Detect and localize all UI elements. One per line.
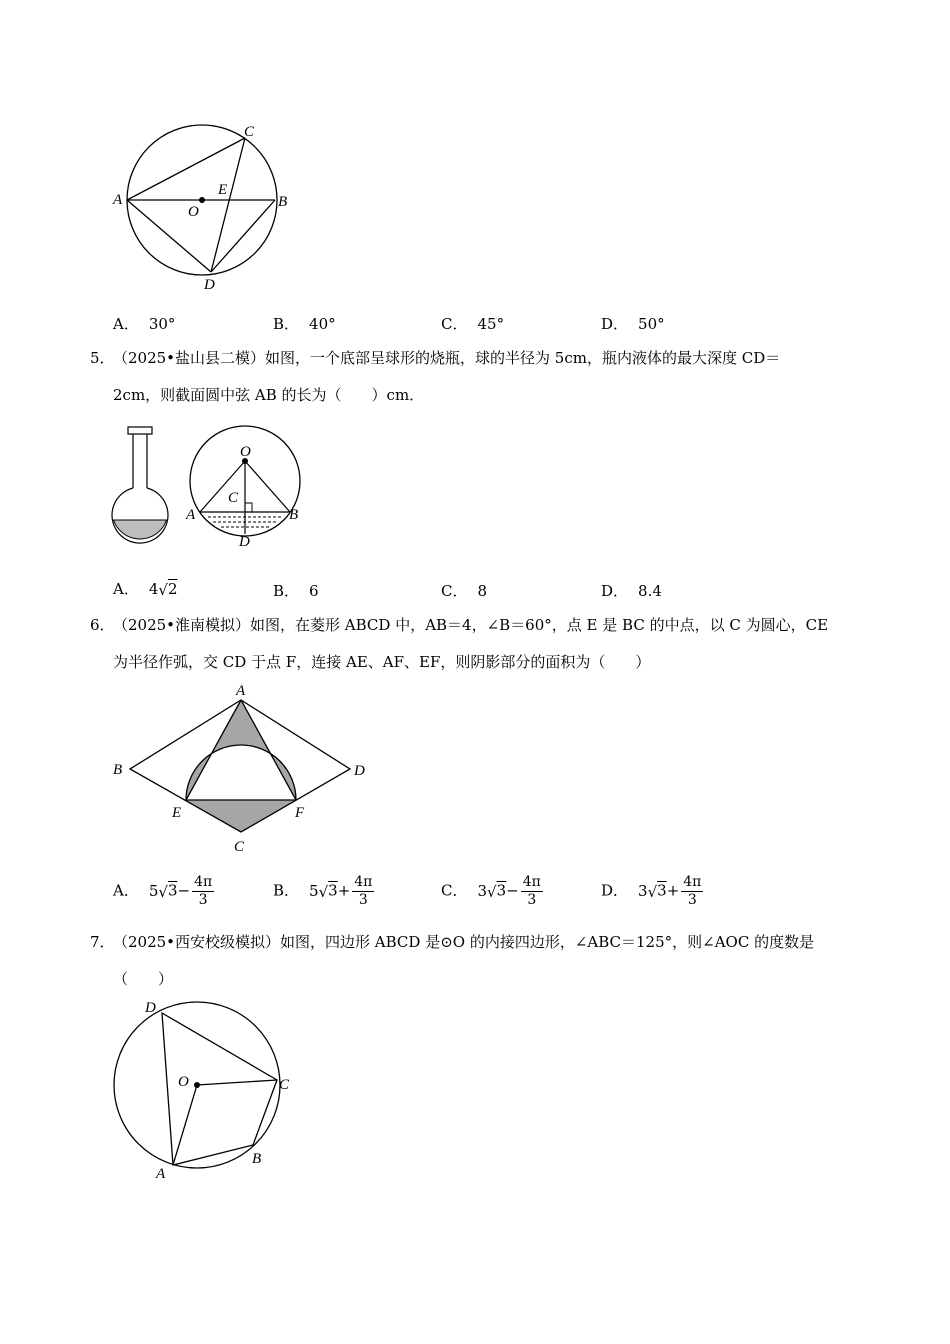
radical-icon: √ <box>487 882 497 901</box>
q4-option-c[interactable]: C． 45° <box>441 315 505 333</box>
q4-option-a[interactable]: A． 30° <box>113 315 176 333</box>
q4-label-d: D <box>204 277 215 293</box>
q4-label-c: C <box>244 124 255 140</box>
q6-option-a[interactable]: A． 5√3− $\frac{4\pi}{3}$ <box>113 874 213 908</box>
q6-figure <box>108 682 373 857</box>
q4-label-o: O <box>188 204 199 220</box>
q5-label-a: A <box>186 507 196 523</box>
q7-label-o: O <box>178 1074 189 1090</box>
fraction: $\frac{4\pi}{3}$ <box>194 874 213 908</box>
q5-option-a[interactable]: A． 4√2 <box>113 580 178 599</box>
q6-label-a: A <box>236 683 246 699</box>
radical-icon: √ <box>158 882 168 901</box>
q7-number: 7． <box>90 933 115 951</box>
q6-stem-line1: （2025•淮南模拟）如图，在菱形 ABCD 中，AB＝4，∠B＝60°，点 E 是 BC 的中点，以 C 为圆心，CE <box>113 616 829 634</box>
fraction: $\frac{4\pi}{3}$ <box>354 874 373 908</box>
q6-label-e: E <box>172 805 182 821</box>
radical-icon: √ <box>158 581 168 599</box>
q5-option-d[interactable]: D． 8.4 <box>601 582 662 600</box>
q7-label-c: C <box>279 1077 290 1093</box>
q5-stem-line2: 2cm，则截面圆中弦 AB 的长为（ ）cm． <box>113 386 425 404</box>
fraction: $\frac{4\pi}{3}$ <box>522 874 541 908</box>
fraction: $\frac{4\pi}{3}$ <box>683 874 702 908</box>
q6-label-c: C <box>234 839 245 855</box>
q4-label-a: A <box>113 192 123 208</box>
q6-number: 6． <box>90 616 115 634</box>
q6-label-f: F <box>295 805 305 821</box>
radical-icon: √ <box>647 882 658 901</box>
q6-option-b[interactable]: B． 5√3+ $\frac{4\pi}{3}$ <box>273 874 373 908</box>
q4-label-e: E <box>218 182 228 198</box>
q7-stem-line2: （ ） <box>113 970 174 988</box>
q5-stem-line1: （2025•盐山县二模）如图，一个底部呈球形的烧瓶，球的半径为 5cm，瓶内液体的最大深度 CD＝ <box>113 349 781 367</box>
q7-figure <box>105 995 305 1185</box>
q4-label-b: B <box>278 194 288 210</box>
q7-label-d: D <box>145 1000 156 1016</box>
q4-option-d[interactable]: D． 50° <box>601 315 665 333</box>
q4-option-b[interactable]: B． 40° <box>273 315 336 333</box>
q5-option-b[interactable]: B． 6 <box>273 582 319 600</box>
q7-label-a: A <box>156 1166 166 1182</box>
q5-option-c[interactable]: C． 8 <box>441 582 488 600</box>
q6-option-d[interactable]: D． 3√3+ $\frac{4\pi}{3}$ <box>601 874 702 908</box>
q6-label-d: D <box>354 763 365 779</box>
q5-label-c: C <box>228 490 239 506</box>
q5-label-d: D <box>239 534 250 550</box>
q6-option-c[interactable]: C． 3√3− $\frac{4\pi}{3}$ <box>441 874 541 908</box>
q6-stem-line2: 为半径作弧，交 CD 于点 F，连接 AE、AF、EF，则阴影部分的面积为（ ） <box>113 653 651 671</box>
q5-number: 5． <box>90 349 115 367</box>
q4-figure <box>105 118 300 298</box>
q6-label-b: B <box>113 762 123 778</box>
radical-icon: √ <box>318 882 329 901</box>
q7-stem-line1: （2025•西安校级模拟）如图，四边形 ABCD 是⊙O 的内接四边形，∠ABC＝125°，则∠AOC 的度数是 <box>113 933 815 951</box>
q5-figure <box>108 418 308 553</box>
q7-label-b: B <box>252 1151 262 1167</box>
q5-label-b: B <box>289 507 299 523</box>
q5-label-o: O <box>240 444 251 460</box>
